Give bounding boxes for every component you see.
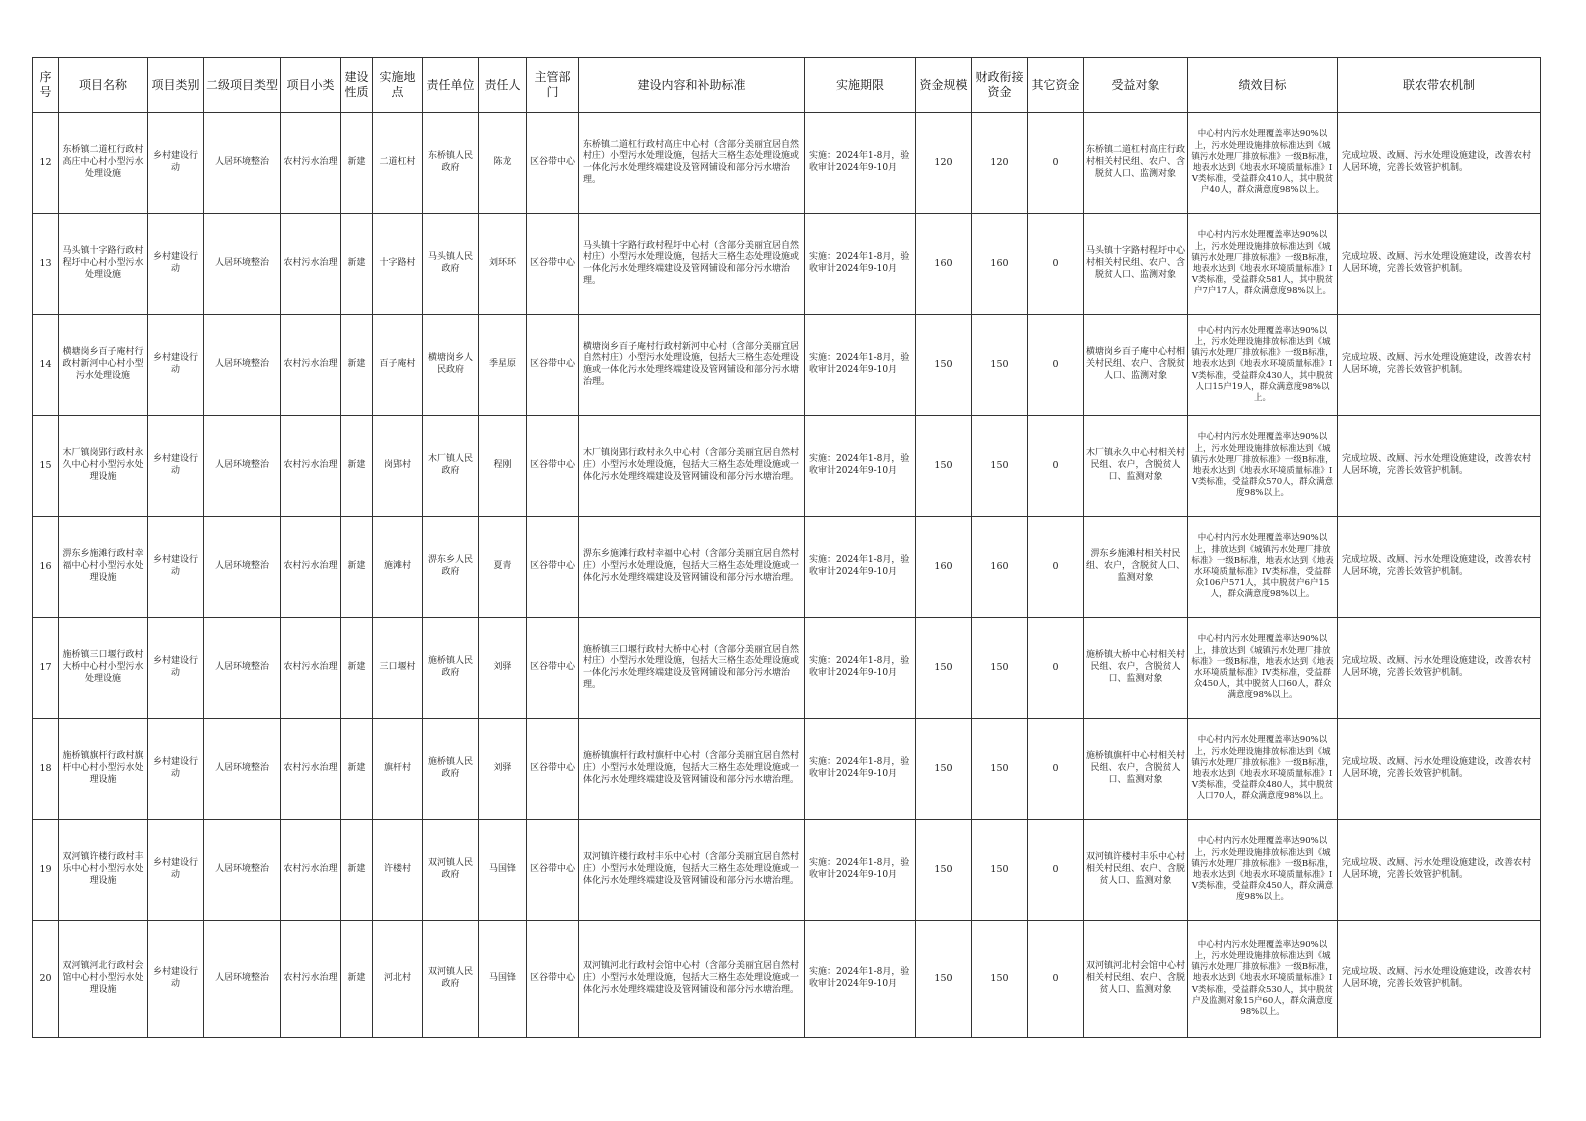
cell-scale: 150: [916, 921, 972, 1038]
cell-category: 乡村建设行动: [148, 618, 204, 719]
header-name: 项目名称: [59, 58, 148, 113]
cell-period: 实施：2024年1-8月，验收审计2024年9-10月: [805, 214, 916, 315]
cell-sub-class: 农村污水治理: [281, 921, 341, 1038]
cell-beneficiary: 双河镇许楼村丰乐中心村相关村民组、农户、含脱贫人口、监测对象: [1084, 820, 1188, 921]
cell-location: 施滩村: [373, 517, 423, 618]
cell-name: 双河镇许楼行政村丰乐中心村小型污水处理设施: [59, 820, 148, 921]
table-row: [33, 820, 1541, 921]
cell-name: 施桥镇旗杆行政村旗杆中心村小型污水处理设施: [59, 719, 148, 820]
header-nature: 建设性质: [341, 58, 373, 113]
cell-name: 横塘岗乡百子庵村行政村新河中心村小型污水处理设施: [59, 315, 148, 416]
cell-sub-type: 人居环境整治: [204, 113, 281, 214]
cell-content: 施桥镇三口堰行政村大桥中心村（含部分美丽宜居自然村庄）小型污水处理设施，包括大三格生态处理设施或一体化污水处理终端建设及管网铺设和部分污水塘治理。: [579, 618, 805, 719]
cell-beneficiary: 淠东乡施滩村相关村民组、农户，含脱贫人口、监测对象: [1084, 517, 1188, 618]
cell-other: 0: [1028, 214, 1084, 315]
cell-goal: 中心村内污水处理覆盖率达90%以上，污水处理设施排放标准达到《城镇污水处理厂排放标准》一级B标准，地表水达到《地表水环境质量标准》IV类标准，受益群众480人，其中脱贫人口70人，群众满意度98%以上。: [1188, 719, 1338, 820]
cell-period: 实施：2024年1-8月，验收审计2024年9-10月: [805, 113, 916, 214]
cell-location: 许楼村: [373, 820, 423, 921]
cell-mechanism: 完成垃圾、改厕、污水处理设施建设，改善农村人居环境，完善长效管护机制。: [1338, 719, 1541, 820]
cell-name: 施桥镇三口堰行政村大桥中心村小型污水处理设施: [59, 618, 148, 719]
cell-mechanism: 完成垃圾、改厕、污水处理设施建设，改善农村人居环境，完善长效管护机制。: [1338, 416, 1541, 517]
table-row: [33, 214, 1541, 315]
cell-mechanism: 完成垃圾、改厕、污水处理设施建设，改善农村人居环境，完善长效管护机制。: [1338, 315, 1541, 416]
header-fiscal: 财政衔接资金: [972, 58, 1028, 113]
cell-goal: 中心村内污水处理覆盖率达90%以上，排放达到《城镇污水处理厂排放标准》一级B标准，地表水达到《地表水环境质量标准》IV类标准，受益群众106户571人，其中脱贫户6户15人，群众满意度98%以上。: [1188, 517, 1338, 618]
cell-period: 实施：2024年1-8月，验收审计2024年9-10月: [805, 719, 916, 820]
cell-beneficiary: 横塘岗乡百子庵中心村相关村民组、农户、含脱贫人口、监测对象: [1084, 315, 1188, 416]
cell-fiscal: 150: [972, 315, 1028, 416]
cell-dept: 区谷带中心: [527, 416, 579, 517]
cell-dept: 区谷带中心: [527, 214, 579, 315]
cell-category: 乡村建设行动: [148, 315, 204, 416]
cell-other: 0: [1028, 315, 1084, 416]
cell-person: 马国锋: [479, 921, 527, 1038]
cell-location: 十字路村: [373, 214, 423, 315]
cell-nature: 新建: [341, 820, 373, 921]
cell-beneficiary: 双河镇河北村会馆中心村相关村民组、农户、含脱贫人口、监测对象: [1084, 921, 1188, 1038]
cell-name: 马头镇十字路行政村程圩中心村小型污水处理设施: [59, 214, 148, 315]
cell-no: 17: [33, 618, 59, 719]
cell-location: 河北村: [373, 921, 423, 1038]
header-unit: 责任单位: [423, 58, 479, 113]
cell-no: 19: [33, 820, 59, 921]
cell-mechanism: 完成垃圾、改厕、污水处理设施建设，改善农村人居环境，完善长效管护机制。: [1338, 820, 1541, 921]
cell-unit: 淠东乡人民政府: [423, 517, 479, 618]
cell-period: 实施：2024年1-8月，验收审计2024年9-10月: [805, 517, 916, 618]
cell-nature: 新建: [341, 921, 373, 1038]
cell-content: 双河镇河北行政村会馆中心村（含部分美丽宜居自然村庄）小型污水处理设施，包括大三格生态处理设施或一体化污水处理终端建设及管网铺设和部分污水塘治理。: [579, 921, 805, 1038]
cell-no: 16: [33, 517, 59, 618]
table-body: [33, 113, 1541, 1038]
cell-no: 12: [33, 113, 59, 214]
cell-dept: 区谷带中心: [527, 113, 579, 214]
cell-period: 实施：2024年1-8月，验收审计2024年9-10月: [805, 416, 916, 517]
cell-dept: 区谷带中心: [527, 921, 579, 1038]
table-row: [33, 921, 1541, 1038]
cell-no: 14: [33, 315, 59, 416]
cell-location: 百子庵村: [373, 315, 423, 416]
cell-person: 陈龙: [479, 113, 527, 214]
cell-category: 乡村建设行动: [148, 214, 204, 315]
cell-period: 实施：2024年1-8月，验收审计2024年9-10月: [805, 820, 916, 921]
table-row: [33, 416, 1541, 517]
cell-category: 乡村建设行动: [148, 517, 204, 618]
cell-dept: 区谷带中心: [527, 618, 579, 719]
cell-nature: 新建: [341, 113, 373, 214]
cell-content: 东桥镇二道杠行政村高庄中心村（含部分美丽宜居自然村庄）小型污水处理设施，包括大三格生态处理设施或一体化污水处理终端建设及管网铺设和部分污水塘治理。: [579, 113, 805, 214]
cell-location: 三口堰村: [373, 618, 423, 719]
cell-mechanism: 完成垃圾、改厕、污水处理设施建设，改善农村人居环境，完善长效管护机制。: [1338, 517, 1541, 618]
cell-fiscal: 150: [972, 416, 1028, 517]
cell-dept: 区谷带中心: [527, 820, 579, 921]
cell-other: 0: [1028, 719, 1084, 820]
cell-location: 岗郢村: [373, 416, 423, 517]
cell-sub-class: 农村污水治理: [281, 618, 341, 719]
table-row: [33, 618, 1541, 719]
cell-no: 18: [33, 719, 59, 820]
cell-scale: 120: [916, 113, 972, 214]
cell-sub-type: 人居环境整治: [204, 719, 281, 820]
cell-dept: 区谷带中心: [527, 315, 579, 416]
cell-scale: 150: [916, 820, 972, 921]
header-content: 建设内容和补助标准: [579, 58, 805, 113]
cell-other: 0: [1028, 113, 1084, 214]
header-person: 责任人: [479, 58, 527, 113]
cell-category: 乡村建设行动: [148, 820, 204, 921]
cell-person: 刘环环: [479, 214, 527, 315]
cell-fiscal: 150: [972, 820, 1028, 921]
cell-goal: 中心村内污水处理覆盖率达90%以上，污水处理设施排放标准达到《城镇污水处理厂排放标准》一级B标准，地表水达到《地表水环境质量标准》IV类标准，受益群众581人，其中脱贫户7户17人，群众满意度98%以上。: [1188, 214, 1338, 315]
cell-mechanism: 完成垃圾、改厕、污水处理设施建设，改善农村人居环境，完善长效管护机制。: [1338, 618, 1541, 719]
table-row: [33, 113, 1541, 214]
cell-person: 季星原: [479, 315, 527, 416]
cell-sub-type: 人居环境整治: [204, 214, 281, 315]
cell-person: 刘驿: [479, 719, 527, 820]
cell-mechanism: 完成垃圾、改厕、污水处理设施建设，改善农村人居环境，完善长效管护机制。: [1338, 113, 1541, 214]
cell-sub-class: 农村污水治理: [281, 113, 341, 214]
cell-other: 0: [1028, 618, 1084, 719]
cell-beneficiary: 马头镇十字路村程圩中心村相关村民组、农户、含脱贫人口、监测对象: [1084, 214, 1188, 315]
cell-sub-class: 农村污水治理: [281, 416, 341, 517]
cell-dept: 区谷带中心: [527, 517, 579, 618]
cell-nature: 新建: [341, 416, 373, 517]
cell-no: 20: [33, 921, 59, 1038]
cell-no: 15: [33, 416, 59, 517]
cell-fiscal: 150: [972, 719, 1028, 820]
header-dept: 主管部门: [527, 58, 579, 113]
cell-period: 实施：2024年1-8月，验收审计2024年9-10月: [805, 921, 916, 1038]
header-goal: 绩效目标: [1188, 58, 1338, 113]
cell-content: 横塘岗乡百子庵村行政村新河中心村（含部分美丽宜居自然村庄）小型污水处理设施，包括大三格生态处理设施或一体化污水处理终端建设及管网铺设和部分污水塘治理。: [579, 315, 805, 416]
header-sub-type: 二级项目类型: [204, 58, 281, 113]
cell-category: 乡村建设行动: [148, 416, 204, 517]
cell-goal: 中心村内污水处理覆盖率达90%以上，污水处理设施排放标准达到《城镇污水处理厂排放标准》一级B标准，地表水达到《地表水环境质量标准》IV类标准，受益群众530人，其中脱贫户及监测对象15户60人，群众满意度98%以上。: [1188, 921, 1338, 1038]
cell-content: 木厂镇岗郢行政村永久中心村（含部分美丽宜居自然村庄）小型污水处理设施，包括大三格生态处理设施或一体化污水处理终端建设及管网铺设和部分污水塘治理。: [579, 416, 805, 517]
cell-no: 13: [33, 214, 59, 315]
cell-nature: 新建: [341, 315, 373, 416]
cell-other: 0: [1028, 517, 1084, 618]
cell-name: 木厂镇岗郢行政村永久中心村小型污水处理设施: [59, 416, 148, 517]
header-period: 实施期限: [805, 58, 916, 113]
cell-person: 马国锋: [479, 820, 527, 921]
header-mechanism: 联农带农机制: [1338, 58, 1541, 113]
header-category: 项目类别: [148, 58, 204, 113]
cell-sub-class: 农村污水治理: [281, 517, 341, 618]
cell-sub-class: 农村污水治理: [281, 719, 341, 820]
cell-name: 东桥镇二道杠行政村高庄中心村小型污水处理设施: [59, 113, 148, 214]
cell-beneficiary: 施桥镇大桥中心村相关村民组、农户，含脱贫人口、监测对象: [1084, 618, 1188, 719]
header-no: 序号: [33, 58, 59, 113]
cell-sub-class: 农村污水治理: [281, 820, 341, 921]
cell-nature: 新建: [341, 719, 373, 820]
cell-beneficiary: 施桥镇旗杆中心村相关村民组、农户，含脱贫人口、监测对象: [1084, 719, 1188, 820]
cell-mechanism: 完成垃圾、改厕、污水处理设施建设，改善农村人居环境，完善长效管护机制。: [1338, 214, 1541, 315]
cell-unit: 马头镇人民政府: [423, 214, 479, 315]
cell-location: 旗杆村: [373, 719, 423, 820]
header-beneficiary: 受益对象: [1084, 58, 1188, 113]
cell-location: 二道杠村: [373, 113, 423, 214]
cell-category: 乡村建设行动: [148, 921, 204, 1038]
cell-other: 0: [1028, 416, 1084, 517]
cell-sub-class: 农村污水治理: [281, 315, 341, 416]
cell-sub-type: 人居环境整治: [204, 315, 281, 416]
cell-scale: 150: [916, 719, 972, 820]
cell-person: 程刚: [479, 416, 527, 517]
project-table: [32, 57, 1541, 1038]
cell-fiscal: 150: [972, 618, 1028, 719]
cell-content: 双河镇许楼行政村丰乐中心村（含部分美丽宜居自然村庄）小型污水处理设施，包括大三格生态处理设施或一体化污水处理终端建设及管网铺设和部分污水塘治理。: [579, 820, 805, 921]
cell-goal: 中心村内污水处理覆盖率达90%以上，污水处理设施排放标准达到《城镇污水处理厂排放标准》一级B标准，地表水达到《地表水环境质量标准》IV类标准，受益群众410人，其中脱贫户40人，群众满意度98%以上。: [1188, 113, 1338, 214]
table-row: [33, 517, 1541, 618]
cell-person: 刘驿: [479, 618, 527, 719]
cell-name: 淠东乡施滩行政村幸福中心村小型污水处理设施: [59, 517, 148, 618]
cell-person: 夏青: [479, 517, 527, 618]
cell-unit: 横塘岗乡人民政府: [423, 315, 479, 416]
cell-scale: 150: [916, 315, 972, 416]
cell-content: 淠东乡施滩行政村幸福中心村（含部分美丽宜居自然村庄）小型污水处理设施，包括大三格生态处理设施或一体化污水处理终端建设及管网铺设和部分污水塘治理。: [579, 517, 805, 618]
header-other: 其它资金: [1028, 58, 1084, 113]
header-sub-class: 项目小类: [281, 58, 341, 113]
cell-sub-class: 农村污水治理: [281, 214, 341, 315]
cell-unit: 双河镇人民政府: [423, 921, 479, 1038]
cell-unit: 木厂镇人民政府: [423, 416, 479, 517]
header-row: [33, 58, 1541, 113]
cell-nature: 新建: [341, 517, 373, 618]
cell-sub-type: 人居环境整治: [204, 416, 281, 517]
cell-fiscal: 150: [972, 921, 1028, 1038]
cell-scale: 150: [916, 618, 972, 719]
cell-category: 乡村建设行动: [148, 113, 204, 214]
cell-content: 施桥镇旗杆行政村旗杆中心村（含部分美丽宜居自然村庄）小型污水处理设施，包括大三格生态处理设施或一体化污水处理终端建设及管网铺设和部分污水塘治理。: [579, 719, 805, 820]
cell-other: 0: [1028, 921, 1084, 1038]
cell-period: 实施：2024年1-8月，验收审计2024年9-10月: [805, 315, 916, 416]
cell-nature: 新建: [341, 214, 373, 315]
cell-scale: 160: [916, 214, 972, 315]
cell-dept: 区谷带中心: [527, 719, 579, 820]
table-row: [33, 315, 1541, 416]
cell-unit: 东桥镇人民政府: [423, 113, 479, 214]
cell-sub-type: 人居环境整治: [204, 921, 281, 1038]
cell-sub-type: 人居环境整治: [204, 820, 281, 921]
cell-period: 实施：2024年1-8月，验收审计2024年9-10月: [805, 618, 916, 719]
cell-goal: 中心村内污水处理覆盖率达90%以上，污水处理设施排放标准达到《城镇污水处理厂排放标准》一级B标准，地表水达到《地表水环境质量标准》IV类标准，受益群众430人，其中脱贫人口15户19人，群众满意度98%以上。: [1188, 315, 1338, 416]
cell-scale: 150: [916, 416, 972, 517]
cell-fiscal: 160: [972, 214, 1028, 315]
cell-fiscal: 120: [972, 113, 1028, 214]
cell-unit: 施桥镇人民政府: [423, 719, 479, 820]
cell-beneficiary: 木厂镇永久中心村相关村民组、农户，含脱贫人口、监测对象: [1084, 416, 1188, 517]
cell-name: 双河镇河北行政村会馆中心村小型污水处理设施: [59, 921, 148, 1038]
cell-scale: 160: [916, 517, 972, 618]
cell-unit: 施桥镇人民政府: [423, 618, 479, 719]
cell-goal: 中心村内污水处理覆盖率达90%以上，污水处理设施排放标准达到《城镇污水处理厂排放标准》一级B标准，地表水达到《地表水环境质量标准》IV类标准，受益群众570人，群众满意度98%以上。: [1188, 416, 1338, 517]
cell-fiscal: 160: [972, 517, 1028, 618]
cell-unit: 双河镇人民政府: [423, 820, 479, 921]
table-row: [33, 719, 1541, 820]
cell-other: 0: [1028, 820, 1084, 921]
cell-category: 乡村建设行动: [148, 719, 204, 820]
cell-goal: 中心村内污水处理覆盖率达90%以上，污水处理设施排放标准达到《城镇污水处理厂排放标准》一级B标准，地表水达到《地表水环境质量标准》IV类标准，受益群众450人，群众满意度98%以上。: [1188, 820, 1338, 921]
header-scale: 资金规模: [916, 58, 972, 113]
cell-nature: 新建: [341, 618, 373, 719]
cell-content: 马头镇十字路行政村程圩中心村（含部分美丽宜居自然村庄）小型污水处理设施，包括大三格生态处理设施或一体化污水处理终端建设及管网铺设和部分污水塘治理。: [579, 214, 805, 315]
cell-sub-type: 人居环境整治: [204, 618, 281, 719]
cell-sub-type: 人居环境整治: [204, 517, 281, 618]
header-location: 实施地点: [373, 58, 423, 113]
cell-mechanism: 完成垃圾、改厕、污水处理设施建设，改善农村人居环境，完善长效管护机制。: [1338, 921, 1541, 1038]
cell-beneficiary: 东桥镇二道杠村高庄行政村相关村民组、农户、含脱贫人口、监测对象: [1084, 113, 1188, 214]
cell-goal: 中心村内污水处理覆盖率达90%以上，排放达到《城镇污水处理厂排放标准》一级B标准，地表水达到《地表水环境质量标准》IV类标准，受益群众450人，其中脱贫人口60人，群众满意度98%以上。: [1188, 618, 1338, 719]
